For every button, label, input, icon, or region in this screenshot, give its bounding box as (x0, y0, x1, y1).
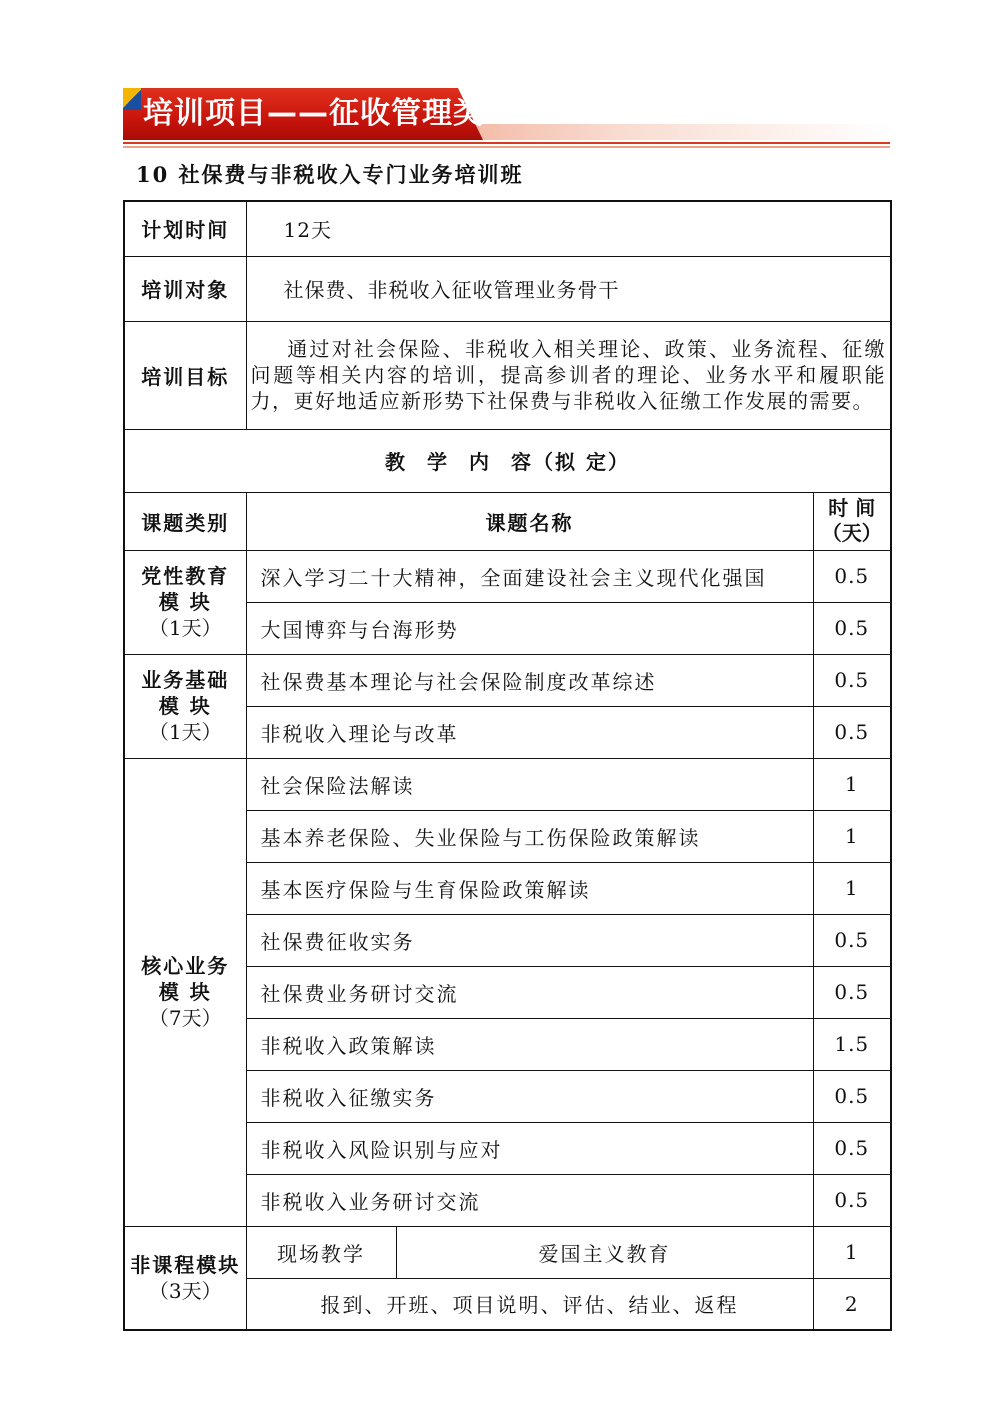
goal-row (124, 321, 891, 429)
content-heading (124, 429, 891, 492)
section-banner (123, 88, 890, 150)
course-time: 0.5 (813, 602, 891, 654)
table-row (124, 654, 891, 706)
module-cell-core-business (124, 758, 246, 1226)
module-name: 核心业务 (141, 954, 230, 978)
banner-fade (453, 124, 890, 140)
module-cell-non-course (124, 1226, 246, 1330)
course-time: 0.5 (813, 914, 891, 966)
table-row (124, 550, 891, 602)
course-time: 1 (813, 810, 891, 862)
banner-rule-light (123, 146, 890, 148)
course-name: 基本养老保险、失业保险与工伤保险政策解读 (246, 810, 813, 862)
program-table (123, 200, 892, 1331)
module-days: （3天） (148, 1278, 222, 1303)
course-name: 社保费业务研讨交流 (246, 966, 813, 1018)
course-time: 0.5 (813, 1070, 891, 1122)
course-name: 深入学习二十大精神，全面建设社会主义现代化强国 (246, 550, 813, 602)
goal-value: 通过对社会保险、非税收入相关理论、政策、业务流程、征缴问题等相关内容的培训，提高参训者的理论、业务水平和履职能力，更好地适应新形势下社保费与非税收入征缴工作发展的需要。 (250, 337, 886, 413)
column-header-time (813, 492, 891, 550)
module-days: （1天） (148, 616, 222, 640)
activity-name: 爱国主义教育 (396, 1226, 813, 1278)
plan-time-row (124, 201, 891, 256)
target-value: 社保费、非税收入征收管理业务骨干 (246, 256, 891, 321)
table-row (124, 1226, 891, 1278)
table-row (124, 758, 891, 810)
activity-time: 2 (813, 1278, 891, 1330)
course-time: 0.5 (813, 966, 891, 1018)
course-name: 社会保险法解读 (246, 758, 813, 810)
content-heading-part: 学 (427, 450, 450, 474)
course-name: 非税收入征缴实务 (246, 1070, 813, 1122)
module-name-suffix: 模 块 (158, 590, 212, 614)
course-time: 0.5 (813, 1174, 891, 1226)
module-cell-party (124, 550, 246, 654)
activity-time: 1 (813, 1226, 891, 1278)
module-name: 非课程模块 (130, 1252, 241, 1277)
course-name: 社保费基本理论与社会保险制度改革综述 (246, 654, 813, 706)
course-time: 0.5 (813, 706, 891, 758)
course-name: 社保费征收实务 (246, 914, 813, 966)
course-name: 非税收入理论与改革 (246, 706, 813, 758)
plan-time-label: 计划时间 (124, 201, 246, 256)
module-name-suffix: 模 块 (158, 694, 212, 718)
module-name: 业务基础 (141, 668, 230, 692)
course-time: 1.5 (813, 1018, 891, 1070)
course-time: 0.5 (813, 550, 891, 602)
activity-name: 报到、开班、项目说明、评估、结业、返程 (246, 1278, 813, 1330)
column-header-name: 课题名称 (246, 492, 813, 550)
course-time: 1 (813, 862, 891, 914)
course-time: 0.5 (813, 1122, 891, 1174)
banner-title: 培训项目——征收管理类 (143, 96, 484, 131)
module-days: （7天） (148, 1006, 222, 1030)
activity-type: 现场教学 (246, 1226, 396, 1278)
plan-time-value: 12天 (246, 201, 891, 256)
module-days: （1天） (148, 720, 222, 744)
column-header-category: 课题类别 (124, 492, 246, 550)
content-heading-part: 内 (469, 450, 492, 474)
module-cell-business-basics (124, 654, 246, 758)
content-heading-row (124, 429, 891, 492)
course-name: 基本医疗保险与生育保险政策解读 (246, 862, 813, 914)
module-name: 党性教育 (141, 564, 230, 588)
content-heading-part: 教 (385, 450, 408, 474)
column-header-time-line1: 时 间 (828, 496, 876, 520)
banner-corner-decoration (123, 88, 141, 110)
target-label: 培训对象 (124, 256, 246, 321)
course-name: 大国博弈与台海形势 (246, 602, 813, 654)
target-row (124, 256, 891, 321)
course-name: 非税收入风险识别与应对 (246, 1122, 813, 1174)
banner-rule (123, 142, 890, 144)
course-time: 1 (813, 758, 891, 810)
column-header-row (124, 492, 891, 550)
program-title: 10 社保费与非税收入专门业务培训班 (136, 162, 524, 187)
content-heading-part: 容（拟 定） (511, 450, 630, 474)
course-name: 非税收入政策解读 (246, 1018, 813, 1070)
course-name: 非税收入业务研讨交流 (246, 1174, 813, 1226)
column-header-time-line2: （天） (821, 521, 882, 545)
course-time: 0.5 (813, 654, 891, 706)
module-name-suffix: 模 块 (158, 980, 212, 1004)
goal-label: 培训目标 (124, 321, 246, 429)
goal-cell (246, 321, 891, 429)
